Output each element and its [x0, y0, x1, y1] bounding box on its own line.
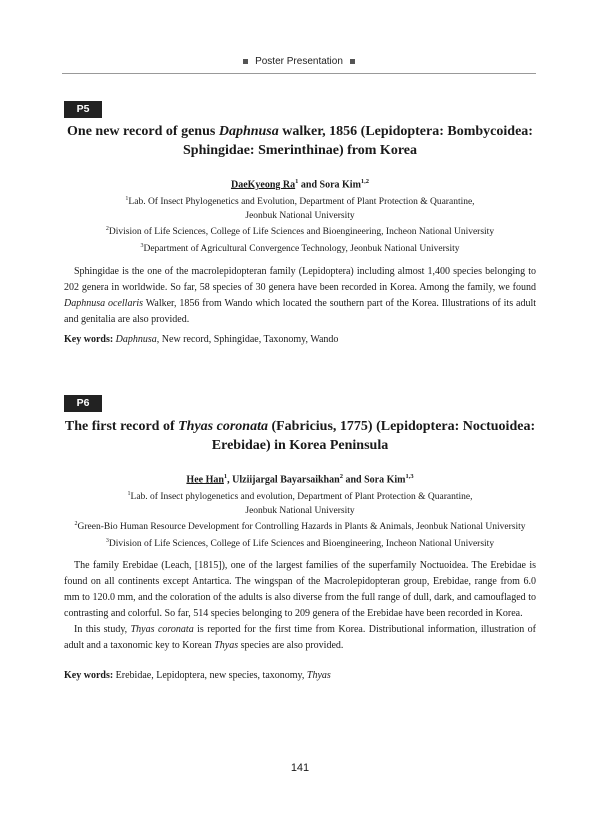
affiliation-line — [62, 193, 538, 210]
author-affil-mark: 1 — [295, 178, 299, 185]
title-text: Erebidae) in Korea Peninsula — [211, 438, 389, 453]
species-name: Daphnusa ocellaris — [64, 298, 144, 309]
title-genus: Daphnusa — [218, 124, 279, 139]
keywords — [64, 333, 536, 347]
author-list — [62, 473, 538, 485]
author-connector: and — [298, 179, 320, 191]
keywords-label: Key words: — [64, 334, 114, 345]
title-species: Thyas coronata — [178, 419, 268, 434]
species-name: Thyas coronata — [130, 624, 194, 635]
affil-text: Jeonbuk National University — [245, 210, 355, 221]
affil-text: Lab. Of Insect Phylogenetics and Evolution, Department of Plant Protection & Quarantine, — [128, 197, 475, 208]
affil-text: Lab. of Insect phylogenetics and evolution, Department of Plant Protection & Quarantine, — [130, 492, 473, 503]
author-affil-mark: 1,2 — [360, 178, 370, 185]
affiliation-list — [62, 193, 538, 256]
square-bullet-icon — [243, 59, 248, 64]
running-header — [62, 56, 536, 67]
affiliation-line — [62, 223, 538, 240]
affil-mark: 2 — [74, 521, 78, 528]
affiliation-line — [62, 518, 538, 535]
keywords — [64, 669, 536, 683]
paper-title — [62, 122, 538, 160]
affil-mark: 3 — [140, 242, 144, 249]
affil-text: Division of Life Sciences, College of Life Sciences and Bioengineering, Incheon National University — [108, 227, 495, 238]
author-name: Sora Kim — [319, 179, 361, 191]
title-text: (Fabricius, 1775) (Lepidoptera: Noctuoidea: — [267, 419, 536, 434]
affil-text: Department of Agricultural Convergence Technology, Jeonbuk National University — [143, 243, 460, 254]
affiliation-line — [62, 535, 538, 552]
paper-title — [62, 417, 538, 455]
affiliation-line — [62, 488, 538, 505]
abstract-paragraph — [64, 264, 536, 328]
title-text: One new record of genus — [67, 124, 219, 139]
abstract-text: Sphingidae is the one of the macrolepidopteran family (Lepidoptera) including almost 1,400 species belonging to 202 genera in worldwide. So far, 58 species of 30 genera have been recorded in Korea. Among the family, we found — [64, 266, 536, 293]
affil-text: Division of Life Sciences, College of Life Sciences and Bioengineering, Incheon National University — [108, 538, 495, 549]
abstract-text: species are also provided. — [238, 640, 344, 651]
author-name: Hee Han — [186, 474, 224, 486]
author-list — [62, 178, 538, 190]
author-name: DaeKyeong Ra — [230, 179, 296, 191]
section-title: Poster Presentation — [255, 56, 343, 67]
abstract-text: is reported for the first time from Korea. Distributional information, illustration of adult and a taxonomic key to Korean — [64, 624, 536, 651]
author-name: Ulziijargal Bayarsaikhan — [232, 474, 340, 486]
affiliation-list — [62, 488, 538, 551]
abstract-text: In this study, — [74, 624, 131, 635]
keyword-genus: Thyas — [306, 670, 331, 681]
abstract — [64, 558, 536, 654]
author-affil-mark: 2 — [339, 473, 343, 480]
keywords-label: Key words: — [64, 670, 114, 681]
affil-mark: 1 — [125, 196, 129, 202]
affiliation-line — [62, 240, 538, 257]
header-divider — [62, 73, 536, 74]
title-text: Sphingidae: Smerinthinae) from Korea — [183, 143, 417, 158]
abstract-paragraph — [64, 622, 536, 654]
affil-mark: 3 — [105, 537, 109, 544]
author-affil-mark: 1 — [223, 473, 228, 480]
genus-name: Thyas — [214, 640, 239, 651]
keyword-genus: Daphnusa — [115, 334, 157, 345]
title-text: The first record of — [64, 419, 179, 434]
author-connector: and — [342, 474, 365, 486]
affil-text: Green-Bio Human Resource Development for Controlling Hazards in Plants & Animals, Jeonbuk National University — [77, 522, 526, 533]
keywords-text: , New record, Sphingidae, Taxonomy, Wando — [156, 334, 339, 345]
author-connector: , — [227, 474, 233, 486]
page-number: 141 — [290, 762, 310, 774]
abstract-paragraph: The family Erebidae (Leach, [1815]), one of the largest families of the superfamily Noctuoidea. The Erebidae is found on all continents except Antartica. The wingspan of the Macrolepidopteran group, Erebidae, range from 6.0 mm to 120.0 mm, and the coloration of the adults is also diverse from the full range of dull, dark, and camouflaged to contrasting and colorful. So far, 514 species belonging to 209 genera of the Erebidae have been recorded in Korea. — [64, 560, 536, 619]
author-affil-mark: 1,3 — [405, 473, 414, 480]
affil-mark: 1 — [127, 491, 131, 497]
keywords-text: Erebidae, Lepidoptera, new species, taxonomy, — [113, 670, 307, 681]
affil-text: Jeonbuk National University — [245, 505, 355, 516]
affil-mark: 2 — [105, 226, 109, 233]
affiliation-line — [62, 210, 538, 224]
poster-id-badge: P5 — [64, 101, 102, 118]
title-text: walker, 1856 (Lepidoptera: Bombycoidea: — [278, 124, 533, 139]
abstract — [64, 264, 536, 328]
affiliation-line — [62, 505, 538, 519]
author-name: Sora Kim — [364, 474, 406, 486]
poster-id-badge: P6 — [64, 395, 102, 412]
abstract-text: Walker, 1856 from Wando which located the southern part of the Korea. Illustrations of its adult and genitalia are also provided. — [64, 298, 537, 325]
square-bullet-icon — [350, 59, 355, 64]
